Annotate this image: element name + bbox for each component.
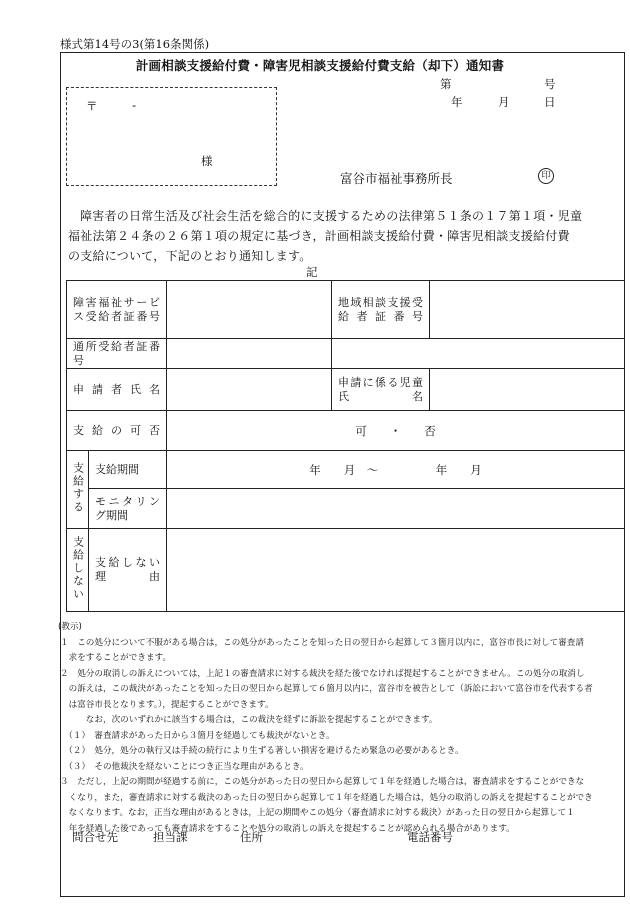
note-line: （２） 処分，処分の執行又は手続の続行により生ずる著しい損害を避けるため緊急の必要があるとき。 [60, 746, 464, 756]
day-service-cert-label: 通所受給者証番号 [67, 339, 167, 369]
body-line: の支給について，下記のとおり通知します。 [68, 249, 312, 263]
contact-dept: 担当課 [153, 830, 188, 844]
issuer-name: 富谷市福祉事務所長 [340, 171, 453, 186]
note-line: 求をすることができます。 [60, 653, 172, 663]
applicant-name-label: 申請者氏名 [67, 369, 167, 411]
postal-dash: - [132, 98, 137, 112]
monitoring-value [167, 489, 625, 529]
notice-table [66, 280, 625, 612]
instruction-notes [60, 620, 625, 837]
notice-body [68, 206, 608, 266]
period-value: 年 月 ～ 年 月 [167, 451, 625, 489]
child-name-label: 申請に係る児童氏名 [332, 369, 430, 411]
child-name-value [430, 369, 625, 411]
date-year: 年 [451, 95, 463, 109]
note-line: なくなります。なお，正当な理由があるときは，上記の期間やこの処分（審査請求に対する裁決）があった日の翌日から起算して１ [60, 808, 575, 818]
note-line: ３ ただし，上記の期間が経過する前に，この処分があった日の翌日から起算して１年を経過した場合は，審査請求をすることができな [60, 777, 585, 787]
number-dai: 第 [440, 77, 452, 91]
contact-label: 問合せ先 [72, 830, 118, 844]
contact-address: 住所 [240, 830, 263, 844]
reason-value [167, 529, 625, 612]
address-window [66, 87, 277, 186]
note-line: ２ 処分の取消しの訴えについては，上記１の審査請求に対する裁決を経た後でなければ提起することができません。この処分の取消し [60, 668, 585, 679]
note-line: （３） その他裁決を経ないことにつき正当な理由があるとき。 [60, 761, 309, 772]
date-month: 月 [498, 95, 510, 109]
note-line: くなり，また，審査請求に対する裁決のあった日の翌日から起算して１年を経過した場合は，処分の取消しの訴えを提起することができ [60, 792, 593, 803]
ki-heading: 記 [306, 265, 318, 279]
form-number: 様式第14号の3(第16条関係) [60, 37, 210, 51]
document-title: 計画相談支援給付費・障害児相談支援給付費支給（却下）通知書 [135, 58, 505, 73]
notes-header: (教示) [58, 622, 82, 632]
no-grant-label-text: 支給しない [71, 536, 85, 601]
day-service-cert-number-cells [167, 339, 332, 369]
note-line: 年を経過した後であっても審査請求をすることや処分の取消しの訴えを提起することが認められる場合があります。 [60, 823, 515, 834]
body-line: 福祉法第２４条の２６第１項の規定に基づき，計画相談支援給付費・障害児相談支援給付費 [68, 229, 570, 243]
grant-label-text: 支給する [71, 462, 85, 514]
regional-cert-label: 地域相談支援受給者証番号 [332, 281, 430, 339]
contact-phone: 電話番号 [407, 830, 453, 844]
note-line: の訴えは，この裁決があったことを知った日の翌日から起算して６箇月以内に，富谷市を被告として（訴訟において富谷市を代表する者 [60, 684, 593, 694]
body-line: 障害者の日常生活及び社会生活を総合的に支援するための法律第５１条の１７第１項・児童 [80, 209, 583, 223]
date-day: 日 [544, 95, 556, 109]
note-line: １ この処分について不服がある場合は，この処分があったことを知った日の翌日から起算して３箇月以内に，富谷市長に対して審査請 [60, 637, 584, 648]
postal-mark: 〒 [86, 99, 98, 113]
approval-label: 支給の可否 [67, 411, 167, 451]
applicant-name-value [167, 369, 332, 411]
addressee-honorific: 様 [201, 154, 213, 168]
recipient-cert-label: 障害福祉サービス受給者証番号 [67, 281, 167, 339]
note-line: なお，次のいずれかに該当する場合は，この裁決を経ずに訴訟を提起することができます。 [60, 715, 438, 725]
recipient-cert-number-cells [167, 281, 332, 339]
regional-cert-number-cells [430, 281, 625, 339]
number-go: 号 [544, 77, 556, 91]
seal-stamp: 印 [538, 168, 554, 184]
approval-value: 可 ・ 否 [167, 411, 625, 451]
no-grant-section-label [67, 529, 89, 612]
note-line: は富谷市長となります。），提起することができます。 [60, 699, 274, 710]
reason-label: 支給しない理由 [89, 529, 167, 612]
grant-section-label [67, 451, 89, 529]
note-line: （１） 審査請求があった日から３箇月を経過しても裁決がないとき。 [60, 730, 335, 741]
blank-cell [332, 339, 625, 369]
period-label: 支給期間 [89, 451, 167, 489]
monitoring-label: モニタリング期間 [89, 489, 167, 529]
